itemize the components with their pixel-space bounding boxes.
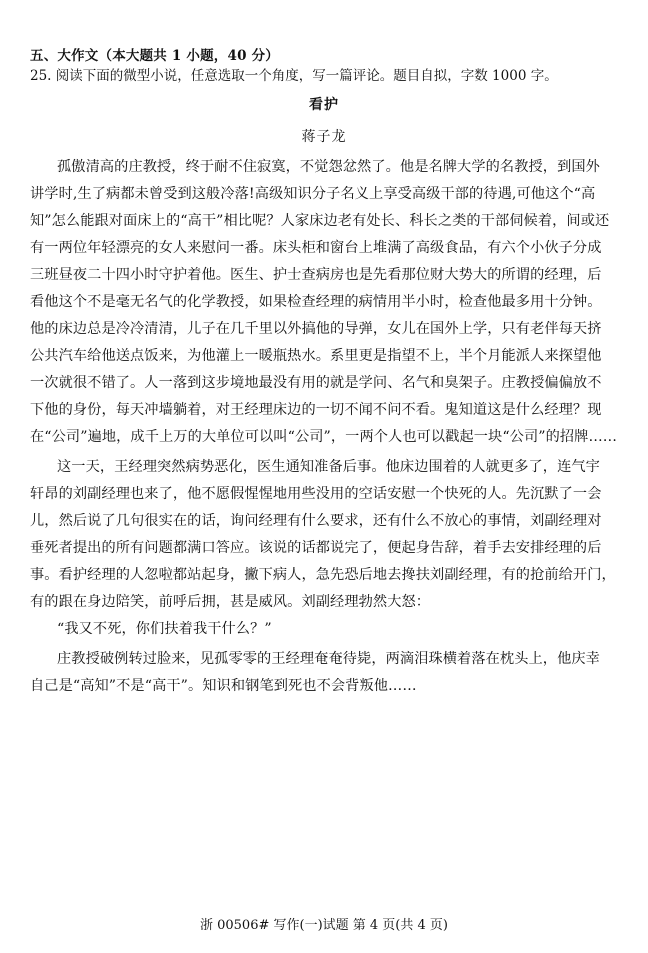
- story-line: 知”怎么能跟对面床上的“高干”相比呢？人家床边老有处长、科长之类的干部伺候着，间或还: [30, 213, 610, 229]
- page-footer: 浙 00506# 写作(一)试题 第 4 页(共 4 页): [199, 918, 448, 933]
- story-line: 下他的身份，每天冲墙躺着，对王经理床边的一切不闻不问不看。鬼知道这是什么经理？现: [30, 402, 602, 418]
- story-line: 有一两位年轻漂亮的女人来慰问一番。床头柜和窗台上堆满了高级食品，有六个小伙子分成: [30, 240, 602, 256]
- story-line: 有的跟在身边陪笑，前呼后拥，甚是威风。刘副经理勃然大怒：: [30, 594, 431, 610]
- story-title: 看护: [309, 97, 339, 113]
- story-line: 公共汽车给他送点饭来，为他灌上一暖瓶热水。系里更是指望不上，半个月能派人来探望他: [30, 348, 602, 364]
- question-prompt: 25. 阅读下面的微型小说，任意选取一个角度，写一篇评论。题目自拟，字数 1000 字。: [30, 68, 558, 84]
- story-author: 蒋子龙: [301, 129, 347, 145]
- story-line: 轩昂的刘副经理也来了，他不愿假惺惺地用些没用的空话安慰一个快死的人。先沉默了一会: [30, 486, 602, 502]
- story-line: 看他这个不是毫无名气的化学教授，如果检查经理的病情用半小时，检查他最多用十分钟。: [30, 294, 602, 310]
- story-line: 讲学时,生了病都未曾受到这般冷落!高级知识分子名义上享受高级干部的待遇,可他这个“高: [30, 186, 596, 202]
- story-line: 孤傲清高的庄教授，终于耐不住寂寞，不觉怨忿然了。他是名牌大学的名教授，到国外: [57, 159, 600, 175]
- story-dialogue: “我又不死，你们扶着我干什么？”: [57, 621, 272, 637]
- story-line: 垂死者提出的所有问题都满口答应。该说的话都说完了，便起身告辞，着手去安排经理的后: [30, 540, 602, 556]
- story-line: 三班昼夜二十四小时守护着他。医生、护士查病房也是先看那位财大势大的所谓的经理，后: [30, 267, 602, 283]
- story-line: 庄教授破例转过脸来，见孤零零的王经理奄奄待毙，两滴泪珠横着落在枕头上，他庆幸: [57, 651, 600, 667]
- section-heading: 五、大作文（本大题共 1 小题，40 分）: [30, 48, 279, 64]
- story-line: 在“公司”遍地，成千上万的大单位可以叫“公司”，一两个人也可以戳起一块“公司”的招牌……: [30, 429, 618, 445]
- story-line: 这一天，王经理突然病势恶化，医生通知准备后事。他床边围着的人就更多了，连气宇: [57, 459, 600, 475]
- story-line: 事。看护经理的人忽啦都站起身，撇下病人，急先恐后地去搀扶刘副经理，有的抢前给开门，: [30, 567, 616, 583]
- story-line: 一次就很不错了。人一落到这步境地最没有用的就是学问、名气和臭架子。庄教授偏偏放不: [30, 375, 602, 391]
- story-line: 儿，然后说了几句很实在的话，询问经理有什么要求，还有什么不放心的事情，刘副经理对: [30, 513, 602, 529]
- story-line: 他的床边总是冷冷清清，儿子在几千里以外搞他的导弹，女儿在国外上学，只有老伴每天挤: [30, 321, 602, 337]
- story-line: 自己是“高知”不是“高干”。知识和钢笔到死也不会背叛他……: [30, 678, 417, 694]
